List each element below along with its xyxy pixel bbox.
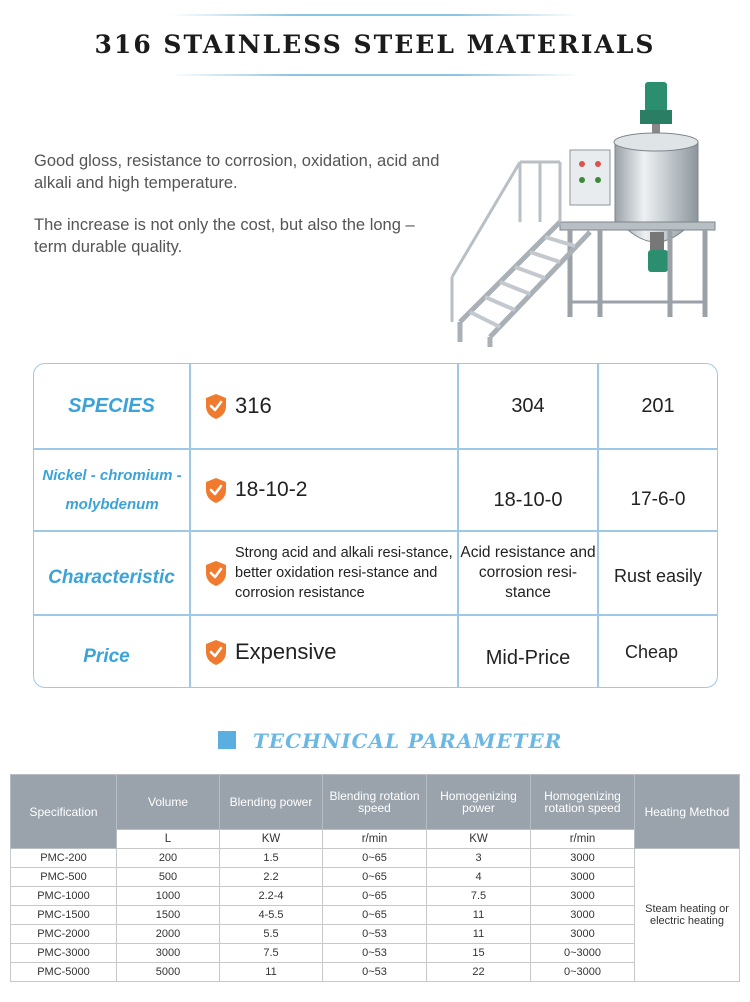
value-201-species: 201 [641, 394, 675, 417]
label-price: Price [83, 646, 130, 667]
cell-volume: 2000 [117, 925, 220, 944]
value-201-price: Cheap [624, 641, 679, 662]
cell-homogenizing-power: 11 [427, 925, 531, 944]
header-homogenizing-speed: Homogenizing rotation speed [531, 775, 635, 830]
cell-blending-power: 5.5 [220, 925, 323, 944]
cell-blending-speed: 0~65 [323, 887, 427, 906]
cell-blending-power: 2.2-4 [220, 887, 323, 906]
unit-homogenizing-power: KW [427, 830, 531, 849]
cell-spec: PMC-3000 [11, 944, 117, 963]
page-title: 316 STAINLESS STEEL MATERIALS [94, 30, 656, 59]
cell-spec: PMC-1500 [11, 906, 117, 925]
technical-parameter-table [10, 774, 740, 982]
cell-homogenizing-speed: 3000 [531, 906, 635, 925]
cell-volume: 200 [117, 849, 220, 868]
cell-homogenizing-speed: 3000 [531, 925, 635, 944]
table-row [11, 868, 740, 887]
section-marker-icon [218, 731, 236, 749]
value-316-composition [204, 450, 454, 530]
cell-blending-speed: 0~53 [323, 925, 427, 944]
value-316-composition-text: 18-10-2 [235, 478, 308, 501]
cell-spec: PMC-5000 [11, 963, 117, 982]
cell-spec: PMC-200 [11, 849, 117, 868]
value-316-species [204, 364, 454, 448]
cell-spec: PMC-2000 [11, 925, 117, 944]
table-row [11, 944, 740, 963]
intro-paragraph-2: The increase is not only the cost, but also the long – term durable quality. [34, 216, 415, 256]
cell-volume: 1000 [117, 887, 220, 906]
cell-blending-speed: 0~53 [323, 944, 427, 963]
value-304-composition: 18-10-0 [493, 488, 563, 511]
cell-blending-power: 2.2 [220, 868, 323, 887]
cell-volume: 3000 [117, 944, 220, 963]
cell-blending-power: 4-5.5 [220, 906, 323, 925]
table-row [11, 925, 740, 944]
cell-homogenizing-power: 11 [427, 906, 531, 925]
cell-homogenizing-speed: 0~3000 [531, 944, 635, 963]
shield-check-icon [204, 639, 228, 666]
header-specification: Specification [11, 775, 117, 849]
value-316-price [204, 616, 454, 688]
top-divider [170, 14, 580, 16]
cell-blending-speed: 0~65 [323, 906, 427, 925]
cell-blending-speed: 0~65 [323, 868, 427, 887]
cell-blending-power: 7.5 [220, 944, 323, 963]
value-316-characteristic-text: Strong acid and alkali resi-stance, better oxidation resi-stance and corrosion resistance [235, 545, 453, 601]
cell-spec: PMC-1000 [11, 887, 117, 906]
cell-volume: 500 [117, 868, 220, 887]
cell-homogenizing-power: 15 [427, 944, 531, 963]
cell-blending-power: 11 [220, 963, 323, 982]
intro-paragraph-1: Good gloss, resistance to corrosion, oxidation, acid and alkali and high temperature. [34, 152, 440, 192]
cell-heating-method: Steam heating or electric heating [635, 849, 740, 982]
unit-volume: L [117, 830, 220, 849]
cell-volume: 1500 [117, 906, 220, 925]
cell-homogenizing-power: 22 [427, 963, 531, 982]
cell-homogenizing-speed: 3000 [531, 887, 635, 906]
value-304-price: Mid-Price [485, 646, 571, 669]
table-row [11, 963, 740, 982]
material-comparison-table [33, 363, 718, 688]
value-316-species-text: 316 [235, 393, 272, 418]
cell-homogenizing-speed: 0~3000 [531, 963, 635, 982]
table-row [11, 849, 740, 868]
header-blending-speed: Blending rotation speed [323, 775, 427, 830]
label-nickel-chromium: Nickel - chromium - molybdenum [42, 467, 182, 513]
label-species: SPECIES [68, 394, 155, 417]
value-304-species: 304 [511, 394, 545, 417]
cell-homogenizing-power: 3 [427, 849, 531, 868]
header-homogenizing-power: Homogenizing power [427, 775, 531, 830]
technical-parameter-title: TECHNICAL PARAMETER [253, 729, 563, 753]
shield-check-icon [204, 560, 228, 587]
cell-homogenizing-speed: 3000 [531, 868, 635, 887]
value-304-characteristic: Acid resistance and corrosion resi-stance [460, 544, 596, 601]
value-201-characteristic: Rust easily [613, 565, 703, 586]
cell-spec: PMC-500 [11, 868, 117, 887]
cell-blending-power: 1.5 [220, 849, 323, 868]
label-characteristic: Characteristic [48, 567, 175, 588]
cell-volume: 5000 [117, 963, 220, 982]
value-201-composition: 17-6-0 [630, 489, 686, 510]
table-row [11, 887, 740, 906]
header-heating-method: Heating Method [635, 775, 740, 849]
value-316-price-text: Expensive [235, 639, 337, 664]
value-316-characteristic [204, 532, 456, 614]
cell-blending-speed: 0~65 [323, 849, 427, 868]
cell-homogenizing-power: 7.5 [427, 887, 531, 906]
header-blending-power: Blending power [220, 775, 323, 830]
cell-homogenizing-power: 4 [427, 868, 531, 887]
shield-check-icon [204, 477, 228, 504]
unit-blending-power: KW [220, 830, 323, 849]
shield-check-icon [204, 393, 228, 420]
cell-homogenizing-speed: 3000 [531, 849, 635, 868]
cell-blending-speed: 0~53 [323, 963, 427, 982]
table-row [11, 906, 740, 925]
unit-homogenizing-speed: r/min [531, 830, 635, 849]
unit-blending-speed: r/min [323, 830, 427, 849]
mixing-tank-illustration [440, 72, 740, 357]
header-volume: Volume [117, 775, 220, 830]
